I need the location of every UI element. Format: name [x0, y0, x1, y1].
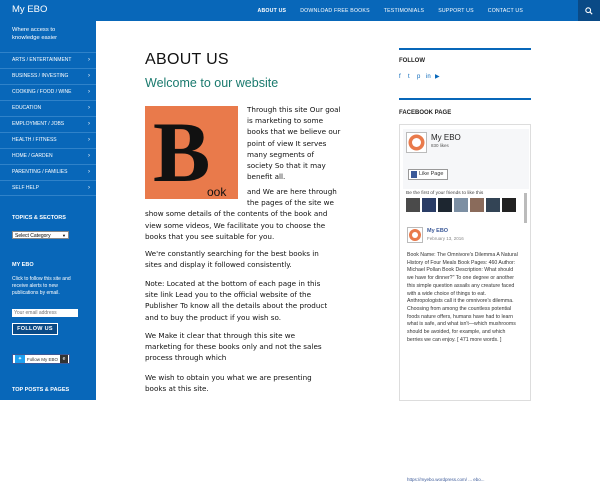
menu-item-home-garden[interactable] [0, 148, 96, 164]
paragraph-4 [145, 278, 327, 323]
chevron-right-icon: › [88, 137, 90, 143]
site-title[interactable]: My EBO [12, 4, 48, 15]
top-bar [0, 0, 600, 21]
text-line: We Make it clear that through this site we [145, 331, 296, 340]
fb-page-name[interactable]: My EBO [431, 133, 461, 142]
text-line: books at this site. [145, 384, 209, 394]
nav-download-free-books[interactable]: DOWNLOAD FREE BOOKS [300, 7, 370, 14]
avatar[interactable] [454, 198, 468, 212]
social-links [399, 74, 441, 80]
chevron-right-icon: › [88, 89, 90, 95]
avatar[interactable] [422, 198, 436, 212]
menu-item-cooking-food-wine[interactable] [0, 84, 96, 100]
twitter-bird-icon: ✦ [15, 355, 25, 363]
top-posts-heading: TOP POSTS & PAGES [12, 387, 70, 393]
text-line: We wish to obtain you what we are presenting [145, 373, 312, 382]
avatar[interactable] [502, 198, 516, 212]
facebook-widget-heading: FACEBOOK PAGE [399, 110, 452, 116]
follow-me-label: Follow My EBO [27, 356, 59, 362]
thumbs-up-icon [411, 171, 417, 178]
menu-item-health-fitness[interactable] [0, 132, 96, 148]
chevron-right-icon: › [88, 105, 90, 111]
ebo-logo-icon: e [60, 355, 68, 363]
chevron-right-icon: › [88, 121, 90, 127]
book-logo-letter: B [153, 104, 211, 200]
book-logo-text: ook [207, 185, 227, 199]
follow-widget-heading: FOLLOW [399, 58, 425, 64]
email-field[interactable] [12, 309, 78, 317]
scrollbar[interactable] [524, 193, 527, 223]
chevron-right-icon: › [88, 185, 90, 191]
text-line: show some details of the contents of the book and [145, 209, 328, 219]
fb-friends-text: Be the first of your friends to like this [406, 191, 484, 196]
avatar[interactable] [438, 198, 452, 212]
text-line: Note: Located at the bottom of each page in this [145, 279, 321, 288]
text-line: books that you see suitable for you. [145, 231, 275, 241]
chevron-down-icon: ▼ [62, 233, 66, 238]
category-menu [0, 52, 96, 196]
chevron-right-icon: › [88, 153, 90, 159]
fb-page-avatar[interactable] [406, 132, 427, 153]
fb-post-date[interactable]: February 13, 2016 [427, 236, 464, 241]
menu-item-parenting-families[interactable] [0, 164, 96, 180]
facebook-page-widget [399, 124, 531, 482]
search-icon [585, 7, 593, 15]
text-line: view some videos, We facilitate you to choose the [145, 220, 326, 230]
menu-item-arts-entertainment[interactable] [0, 52, 96, 68]
category-select[interactable] [12, 231, 69, 239]
youtube-icon[interactable]: ▶ [435, 74, 440, 80]
paragraph-3 [145, 248, 319, 270]
menu-item-label: EMPLOYMENT / JOBS [12, 121, 65, 127]
text-line: We're constantly searching for the best books in [145, 249, 319, 258]
ebo-logo-icon [408, 228, 422, 242]
fb-friend-faces [406, 198, 516, 212]
twitter-icon[interactable]: t [408, 74, 410, 80]
nav-about-us[interactable]: ABOUT US [257, 7, 287, 14]
paragraph-5 [145, 330, 322, 364]
page-subtitle: Welcome to our website [145, 76, 279, 90]
facebook-icon[interactable]: f [399, 74, 401, 80]
menu-item-label: COOKING / FOOD / WINE [12, 89, 72, 95]
fb-page-header [403, 129, 529, 189]
paragraph-2 [145, 186, 337, 242]
divider [399, 48, 531, 50]
divider [399, 98, 531, 100]
text-line: and We are here through [247, 187, 337, 196]
text-line: process through which [145, 353, 227, 363]
text-line: sites and display it followed consistently. [145, 260, 292, 270]
menu-item-education[interactable] [0, 100, 96, 116]
menu-item-label: EDUCATION [12, 105, 42, 111]
avatar[interactable] [486, 198, 500, 212]
fb-post-author[interactable]: My EBO [427, 228, 449, 234]
text-line: Through this site Our goal [247, 105, 341, 114]
menu-item-self-help[interactable] [0, 180, 96, 196]
text-line: marketing for these books only and not the sales [145, 342, 322, 352]
follow-description: Click to follow this site and receive alerts to new publications by email. [12, 276, 71, 296]
fb-likes-count: 830 likes [431, 143, 449, 148]
pinterest-icon[interactable]: p [417, 74, 421, 80]
nav-support-us[interactable]: SUPPORT US [438, 7, 474, 14]
left-sidebar [0, 21, 96, 400]
text-line: the pages of the site we [247, 198, 334, 208]
menu-item-business-investing[interactable] [0, 68, 96, 84]
linkedin-icon[interactable]: in [426, 74, 431, 80]
text-line: and to buy the product if you wish so. [145, 312, 282, 322]
menu-item-employment-jobs[interactable] [0, 116, 96, 132]
menu-item-label: HEALTH / FITNESS [12, 137, 57, 143]
fb-like-label: Like Page [419, 171, 444, 177]
follow-us-button[interactable]: FOLLOW US [12, 323, 58, 335]
text-line: many segments of [247, 149, 314, 159]
fb-post-link[interactable]: https://myebo.wordpress.com/ ... ebo... [407, 477, 485, 482]
text-line: point of view It serves [247, 138, 327, 148]
fb-post-text: Book Name: The Omnivore's Dilemma A Natural History of Four Meals Book Pages: 460 Author: Michael Pollan Book Description: What should we have for dinner?" To one degree or another this simple question assails any creature faced with a wide choice of things to eat. Anthropologists call it the omnivore's dilemma. Choosing from among the countless potential foods nature offers, humans have had to learn what is safe, and what isn't—which mushrooms should be avoided, for example, and which berries we can enjoy. [ 471 more words. ] [407, 252, 518, 343]
chevron-right-icon: › [88, 73, 90, 79]
text-line: society So that it may [247, 161, 326, 171]
menu-item-label: BUSINESS / INVESTING [12, 73, 69, 79]
intro-paragraph [247, 104, 341, 182]
text-line: Publisher To know all the details about the product [145, 301, 328, 311]
search-button[interactable] [578, 0, 600, 21]
paragraph-6 [145, 372, 312, 394]
search-area [523, 0, 600, 21]
text-line: site link Lead you to the official website of the [145, 290, 312, 300]
chevron-right-icon: › [88, 169, 90, 175]
topics-heading: TOPICS & SECTORS [12, 215, 66, 221]
text-line: books that we believe our [247, 127, 341, 137]
ebo-logo-icon [407, 133, 426, 152]
menu-item-label: SELF HELP [12, 185, 39, 191]
top-nav [244, 0, 523, 21]
menu-item-label: ARTS / ENTERTAINMENT [12, 57, 72, 63]
text-line: is marketing to some [247, 116, 323, 126]
page-title: ABOUT US [145, 51, 229, 68]
follow-heading: MY EBO [12, 262, 34, 268]
chevron-right-icon: › [88, 57, 90, 63]
site-tagline: Where access to knowledge easier [12, 27, 58, 41]
avatar[interactable] [470, 198, 484, 212]
menu-item-label: HOME / GARDEN [12, 153, 53, 159]
fb-like-page-button[interactable] [408, 169, 448, 180]
avatar[interactable] [406, 198, 420, 212]
nav-testimonials[interactable]: TESTIMONIALS [383, 7, 425, 14]
menu-item-label: PARENTING / FAMILIES [12, 169, 68, 175]
fb-post-avatar[interactable] [407, 227, 423, 243]
text-line: benefit all. [247, 172, 286, 182]
follow-me-badge[interactable] [12, 354, 70, 364]
nav-contact-us[interactable]: CONTACT US [487, 7, 523, 14]
category-select-value: Select Category [15, 233, 51, 239]
